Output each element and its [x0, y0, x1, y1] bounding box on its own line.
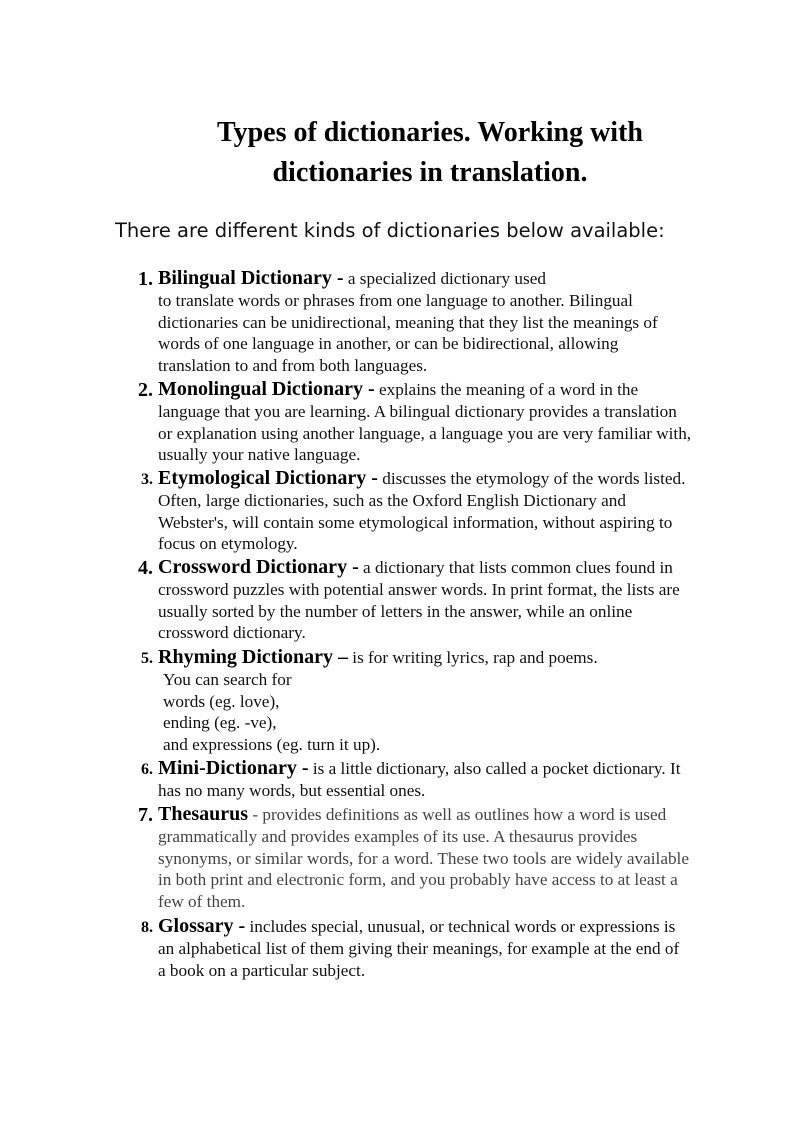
list-item — [141, 646, 753, 756]
list-item — [141, 467, 753, 555]
item-number: 3. — [141, 471, 153, 488]
title-line-1: Types of dictionaries. Working with — [216, 117, 643, 148]
item-line: few of them. — [158, 892, 246, 912]
item-line: translation to and from both languages. — [158, 356, 428, 376]
item-line: Webster's, will contain some etymological information, without aspiring to — [158, 512, 673, 532]
item-number: 6. — [141, 761, 153, 778]
item-line: crossword dictionary. — [158, 623, 306, 643]
item-first-line: a specialized dictionary used — [343, 269, 546, 288]
item-line: language that you are learning. A bilingual dictionary provides a translation — [158, 401, 677, 421]
list-item — [141, 757, 753, 802]
item-term: Rhyming Dictionary – — [158, 646, 348, 668]
item-term: Monolingual Dictionary - — [158, 378, 375, 400]
page-title — [160, 113, 700, 193]
item-number: 1. — [138, 268, 153, 290]
item-line: usually sorted by the number of letters in the answer, while an online — [158, 601, 633, 621]
item-line: words of one language in another, or can be bidirectional, allowing — [158, 334, 619, 354]
list-item — [141, 915, 753, 981]
item-first-line: includes special, unusual, or technical words or expressions is — [245, 917, 676, 936]
item-line: and expressions (eg. turn it up). — [163, 735, 381, 755]
item-line: synonyms, or similar words, for a word. These two tools are widely available — [158, 848, 689, 868]
list-item — [138, 803, 753, 913]
item-number: 4. — [138, 557, 153, 579]
item-line: in both print and electronic form, and you probably have access to at least a — [158, 870, 678, 890]
item-line: dictionaries can be unidirectional, meaning that they list the meanings of — [158, 312, 658, 332]
item-line: You can search for — [163, 669, 292, 689]
item-line: to translate words or phrases from one language to another. Bilingual — [158, 290, 633, 310]
item-term: Thesaurus — [158, 803, 249, 825]
item-number: 5. — [141, 650, 153, 667]
item-term: Bilingual Dictionary - — [158, 267, 344, 289]
item-line: an alphabetical list of them giving their meanings, for example at the end of — [158, 938, 680, 958]
item-line: crossword puzzles with potential answer words. In print format, the lists are — [158, 579, 680, 599]
item-line: ending (eg. -ve), — [163, 713, 277, 733]
list-item — [138, 267, 753, 377]
item-first-line: explains the meaning of a word in the — [374, 380, 639, 399]
item-first-line: is for writing lyrics, rap and poems. — [348, 648, 598, 667]
list-item — [138, 378, 753, 466]
item-line: usually your native language. — [158, 445, 361, 465]
item-term: Crossword Dictionary - — [158, 556, 359, 578]
item-first-line: - provides definitions as well as outlines how a word is used — [248, 805, 667, 824]
item-line: Often, large dictionaries, such as the Oxford English Dictionary and — [158, 490, 626, 510]
title-line-2: dictionaries in translation. — [272, 157, 588, 188]
item-first-line: discusses the etymology of the words listed. — [377, 469, 686, 488]
item-line: words (eg. love), — [163, 691, 280, 711]
item-line: a book on a particular subject. — [158, 960, 366, 980]
list-item — [138, 556, 753, 644]
item-term: Etymological Dictionary - — [158, 467, 378, 489]
item-term: Glossary - — [158, 915, 246, 937]
item-term: Mini-Dictionary - — [158, 757, 309, 779]
item-first-line: a dictionary that lists common clues found in — [358, 558, 673, 577]
item-number: 8. — [141, 919, 153, 936]
item-number: 2. — [138, 379, 153, 401]
item-first-line: is a little dictionary, also called a pocket dictionary. It — [308, 759, 681, 778]
item-line: has no many words, but essential ones. — [158, 780, 426, 800]
item-line: or explanation using another language, a language you are very familiar with, — [158, 423, 692, 443]
item-number: 7. — [138, 804, 153, 826]
item-line: grammatically and provides examples of its use. A thesaurus provides — [158, 826, 638, 846]
intro-text: There are different kinds of dictionaries below available: — [115, 219, 665, 242]
item-line: focus on etymology. — [158, 534, 298, 554]
